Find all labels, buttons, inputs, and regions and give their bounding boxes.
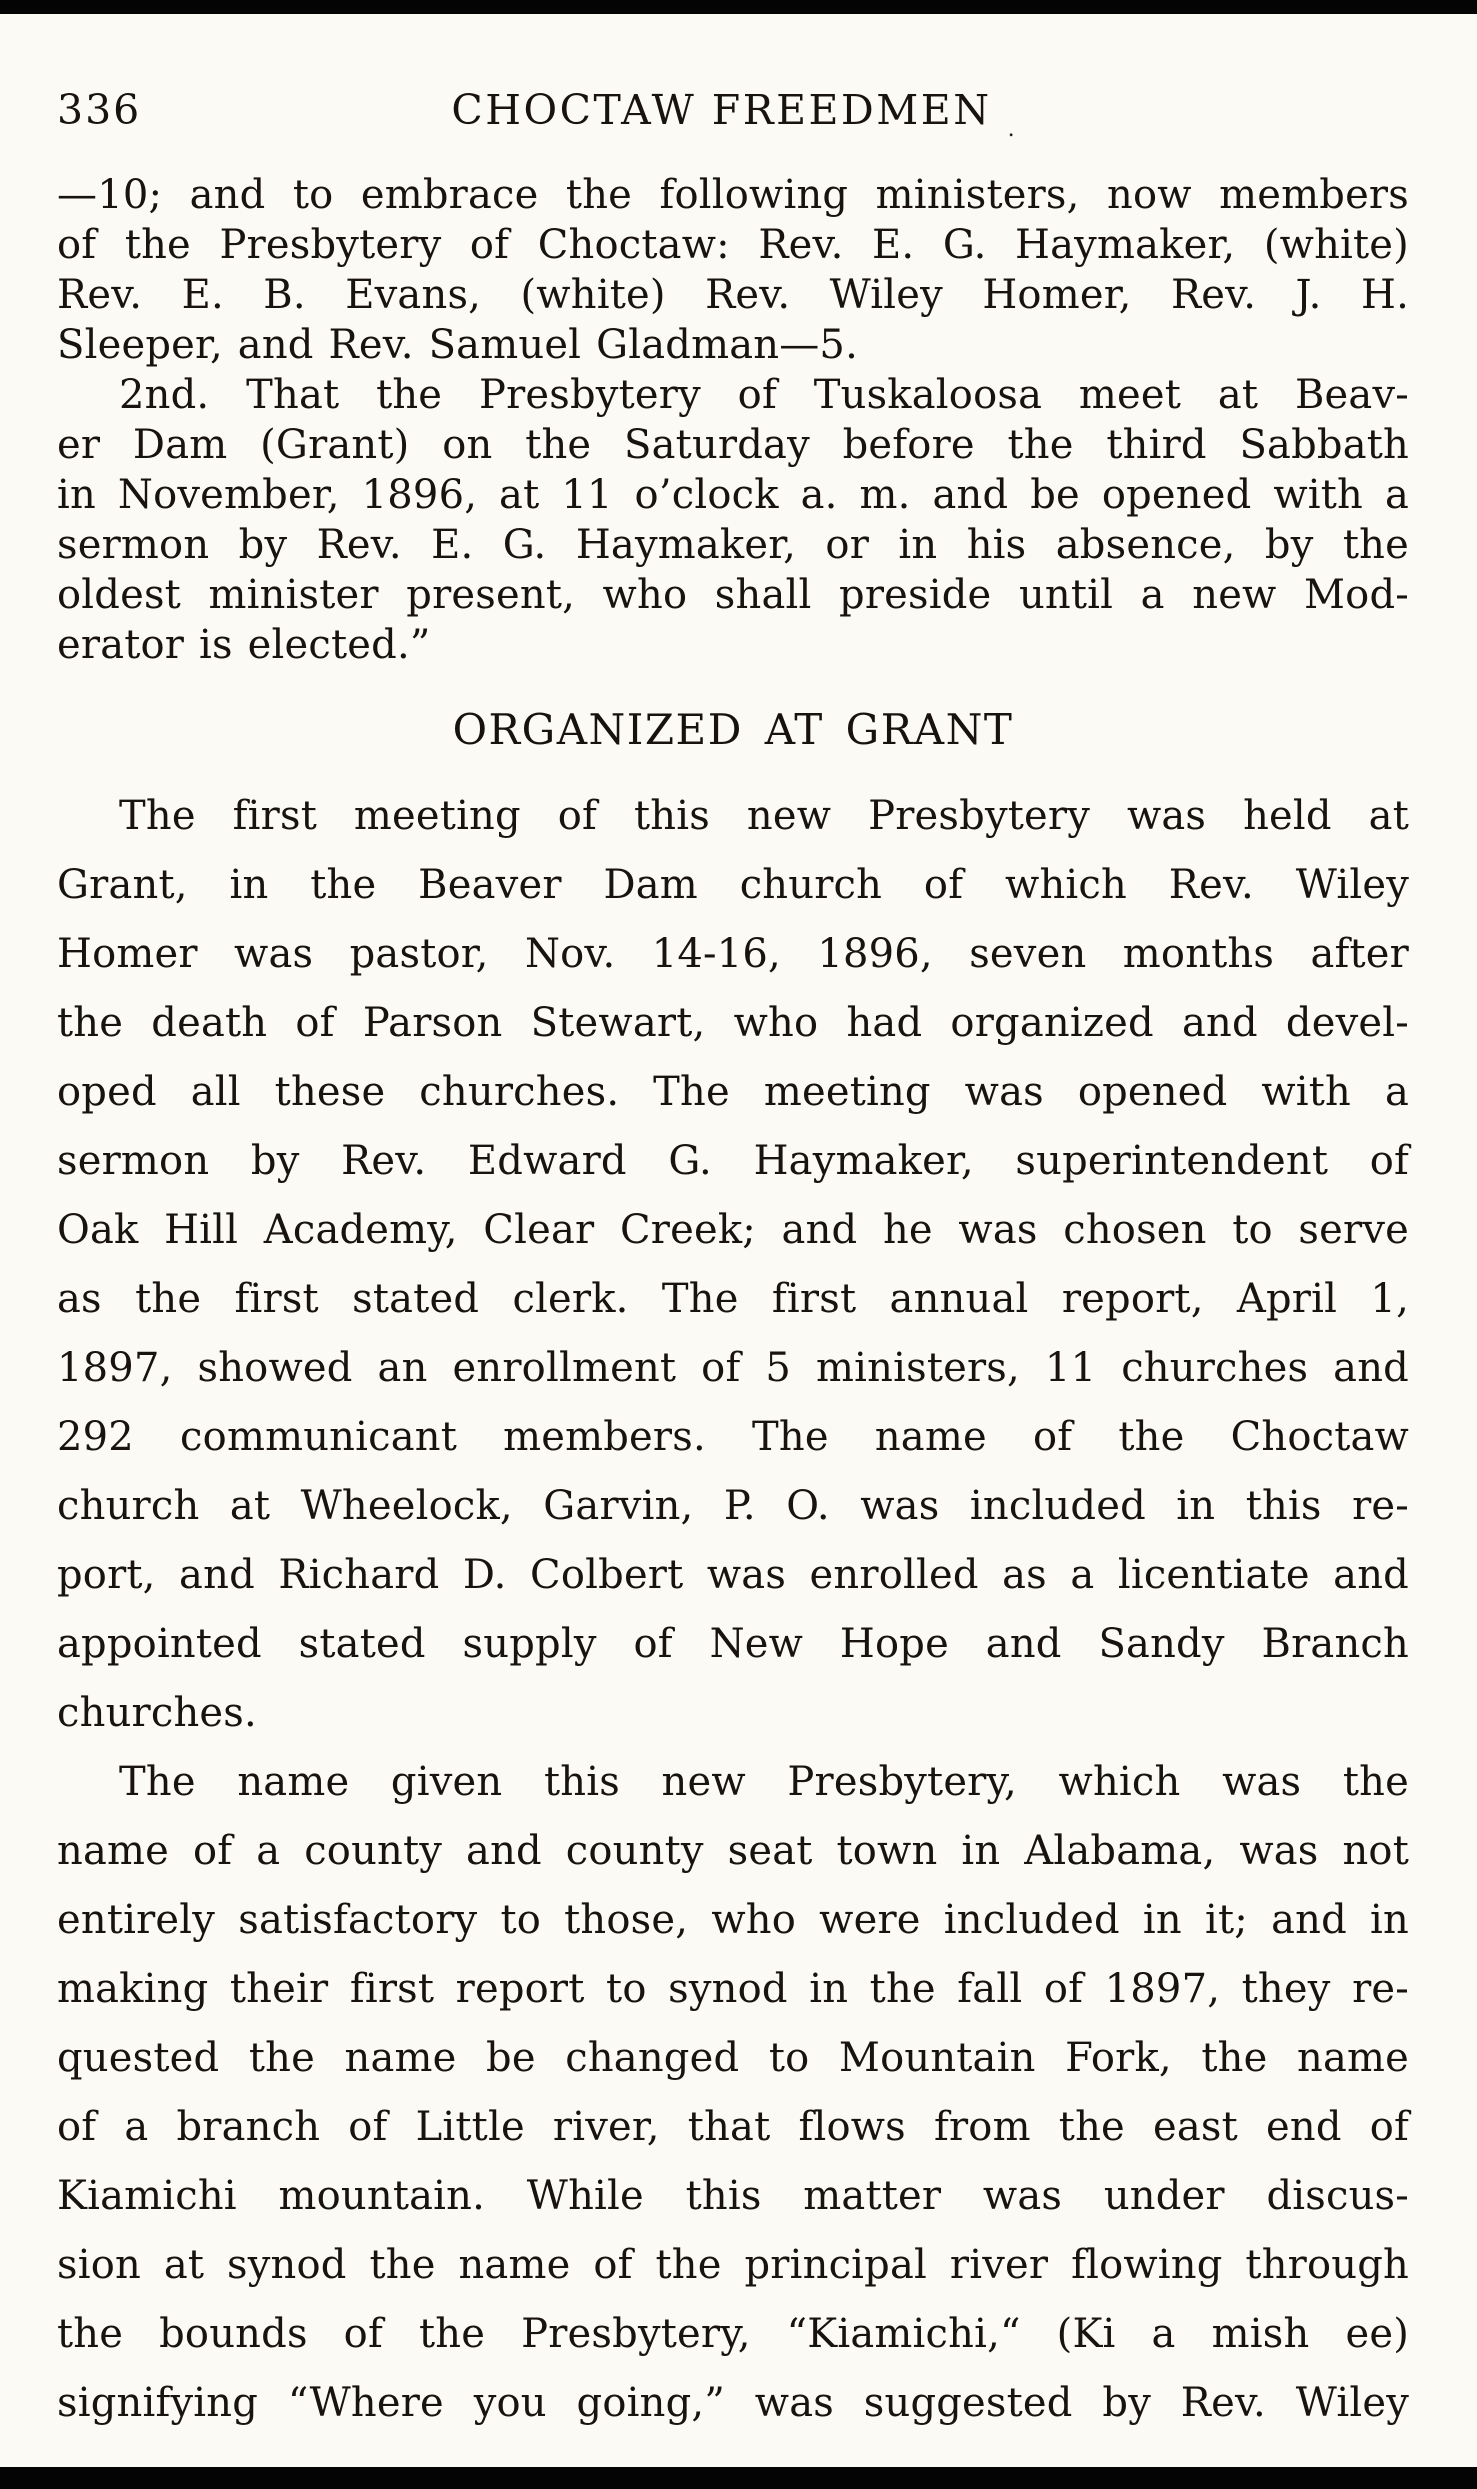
text-line: oldest minister present, who shall preside until a new Mod- [57,572,1409,618]
text-line: appointed stated supply of New Hope and Sandy Branch [57,1621,1409,1667]
running-title-wrap [451,86,1014,142]
text-line: The name given this new Presbytery, which was the [119,1759,1409,1805]
text-line: Rev. E. B. Evans, (white) Rev. Wiley Homer, Rev. J. H. [57,272,1409,318]
paragraph-1 [57,170,1409,370]
text-line: Kiamichi mountain. While this matter was under discus- [57,2173,1409,2219]
text-line: churches. [57,1690,257,1736]
text-line: The first meeting of this new Presbytery was held at [119,793,1409,839]
text-line: 2nd. That the Presbytery of Tuskaloosa meet at Beav- [119,372,1409,418]
text-line: name of a county and county seat town in Alabama, was not [57,1828,1409,1874]
text-line: of a branch of Little river, that flows from the east end of [57,2104,1409,2150]
text-line: Homer was pastor, Nov. 14-16, 1896, seven months after [57,931,1409,977]
page-number: 336 [57,86,142,134]
scan-edge-bottom [0,2467,1477,2489]
text-line: in November, 1896, at 11 o’clock a. m. and be opened with a [57,472,1409,518]
text-line: quested the name be changed to Mountain Fork, the name [57,2035,1409,2081]
text-line: sermon by Rev. Edward G. Haymaker, superintendent of [57,1138,1409,1184]
ink-speck: . [1007,117,1015,142]
text-line: sermon by Rev. E. G. Haymaker, or in his absence, by the [57,522,1409,568]
text-line: 292 communicant members. The name of the Choctaw [57,1414,1409,1460]
text-line: 1897, showed an enrollment of 5 ministers, 11 churches and [57,1345,1409,1391]
text-line: er Dam (Grant) on the Saturday before the third Sabbath [57,422,1409,468]
page-header [57,86,1409,142]
running-title: CHOCTAW FREEDMEN [451,86,992,134]
text-line: signifying “Where you going,” was suggested by Rev. Wiley [57,2380,1409,2426]
text-line: the death of Parson Stewart, who had organized and devel- [57,1000,1409,1046]
paragraph-2 [57,370,1409,670]
text-line: oped all these churches. The meeting was opened with a [57,1069,1409,1115]
text-line: church at Wheelock, Garvin, P. O. was included in this re- [57,1483,1409,1529]
text-line: the bounds of the Presbytery, “Kiamichi,“ (Ki a mish ee) [57,2311,1409,2357]
paragraph-3 [57,782,1409,1748]
text-line: port, and Richard D. Colbert was enrolled as a licentiate and [57,1552,1409,1598]
text-line: —10; and to embrace the following ministers, now members [57,172,1409,218]
text-line: Oak Hill Academy, Clear Creek; and he was chosen to serve [57,1207,1409,1253]
section-heading: ORGANIZED AT GRANT [452,705,1014,754]
text-line: erator is elected.” [57,622,431,668]
text-line: Sleeper, and Rev. Samuel Gladman—5. [57,322,858,368]
text-line: of the Presbytery of Choctaw: Rev. E. G. Haymaker, (white) [57,222,1409,268]
page-content [57,0,1409,2438]
text-line: entirely satisfactory to those, who were included in it; and in [57,1897,1409,1943]
text-line: as the first stated clerk. The first annual report, April 1, [57,1276,1409,1322]
text-line: making their first report to synod in the fall of 1897, they re- [57,1966,1409,2012]
text-line: sion at synod the name of the principal river flowing through [57,2242,1409,2288]
text-line: Grant, in the Beaver Dam church of which Rev. Wiley [57,862,1409,908]
paragraph-4 [57,1748,1409,2438]
